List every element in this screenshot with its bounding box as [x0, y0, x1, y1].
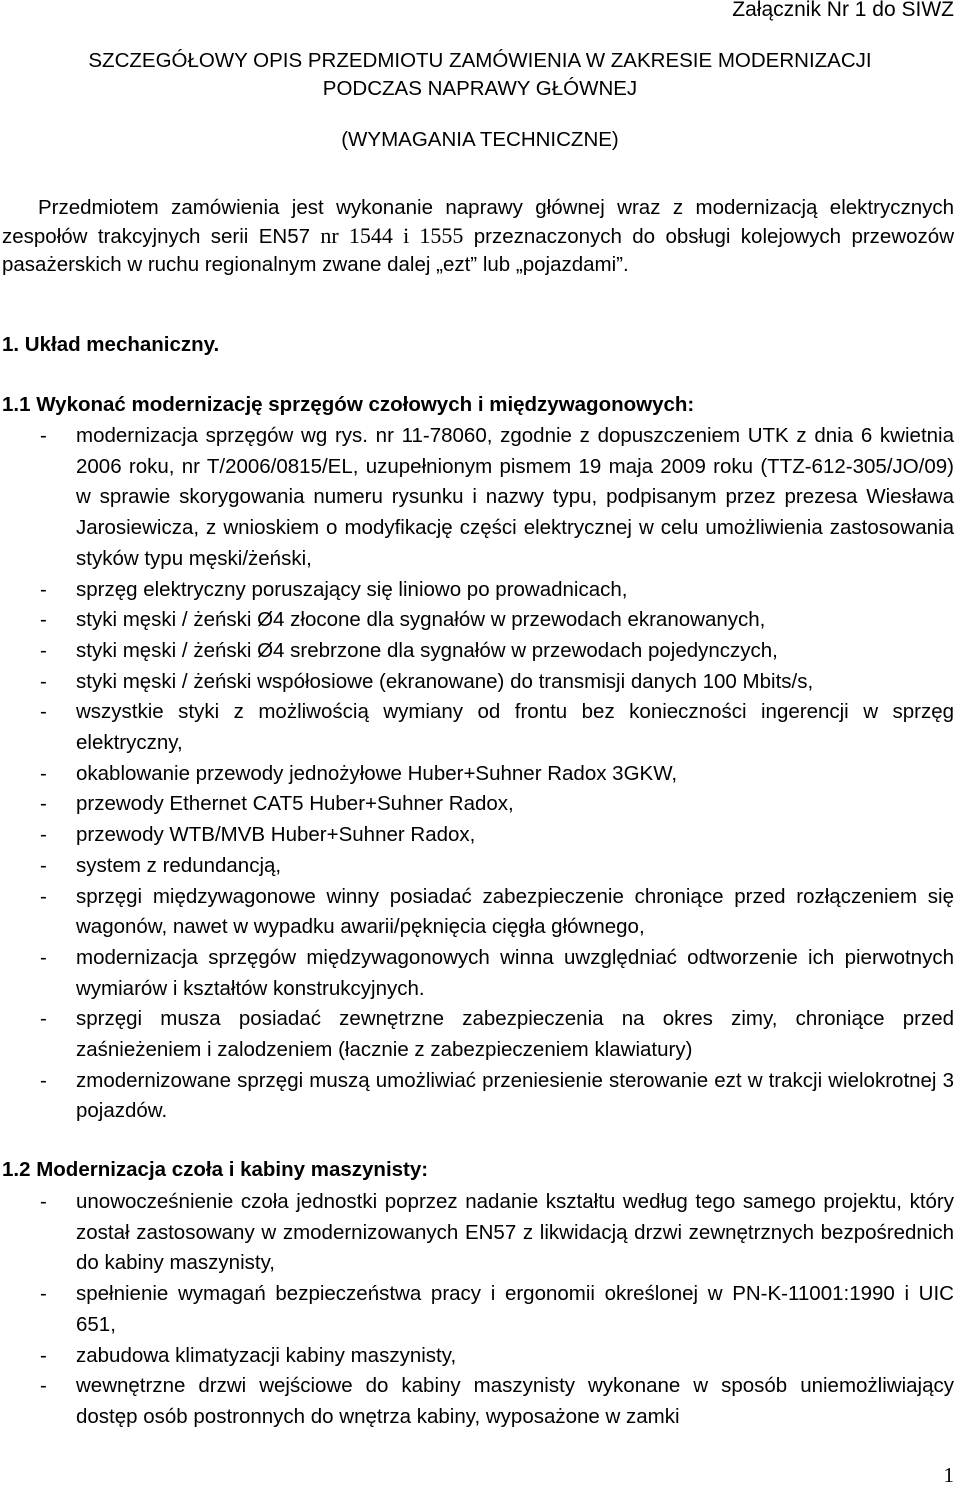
section-1-heading: 1. Układ mechaniczny. [2, 333, 220, 356]
list-dash: - [40, 823, 47, 847]
list-item: - unowocześnienie czoła jednostki poprzez nadanie kształtu według tego samego projektu, który został zastosowany w zmodernizowanych EN57 z likwidacją drzwi zewnętrznych bezpośrednich do kabiny maszynisty, [2, 1187, 954, 1279]
list-dash: - [40, 1343, 47, 1367]
list-dash: - [40, 1190, 47, 1213]
list-item: - styki męski / żeński Ø4 złocone dla sygnałów w przewodach ekranowanych, [2, 605, 954, 636]
section-1-2-list [2, 1187, 954, 1433]
list-dash: - [40, 700, 47, 724]
list-dash: - [40, 1068, 47, 1092]
list-item: - zmodernizowane sprzęgi muszą umożliwiać przeniesienie sterowanie ezt w trakcji wielokrotnej 3 pojazdów. [2, 1066, 954, 1127]
list-item: - styki męski / żeński Ø4 srebrzone dla sygnałów w przewodach pojedynczych, [2, 636, 954, 667]
section-1-1-heading: 1.1 Wykonać modernizację sprzęgów czołowych i międzywagonowych: [2, 393, 695, 416]
list-item: - modernizacja sprzęgów międzywagonowych winna uwzględniać odtworzenie ich pierwotnych wymiarów i kształtów konstrukcyjnych. [2, 943, 954, 1004]
list-dash: - [40, 669, 47, 693]
list-item: - modernizacja sprzęgów wg rys. nr 11-78060, zgodnie z dopuszczeniem UTK z dnia 6 kwietnia 2006 roku, nr T/2006/0815/EL, uzupełnionym pismem 19 maja 2009 roku (TTZ-612-305/JO/09) w sprawie skorygowania numeru rysunku i nazwy typu, podpisanym przez prezesa Wiesława Jarosiewicza, z wnioskiem o modyfikację części elektrycznej w celu umożliwienia zastosowania styków typu męski/żeński, [2, 421, 954, 575]
list-dash: - [40, 853, 47, 877]
list-item: - przewody Ethernet CAT5 Huber+Suhner Radox, [2, 789, 954, 820]
list-dash: - [40, 1282, 47, 1306]
list-dash: - [40, 1007, 47, 1031]
list-item: - styki męski / żeński współosiowe (ekranowane) do transmisji danych 100 Mbits/s, [2, 667, 954, 698]
list-item: - sprzęg elektryczny poruszający się liniowo po prowadnicach, [2, 575, 954, 606]
document-title-line-1: SZCZEGÓŁOWY OPIS PRZEDMIOTU ZAMÓWIENIA W ZAKRESIE MODERNIZACJI [88, 49, 872, 72]
list-item: - zabudowa klimatyzacji kabiny maszynisty, [2, 1341, 954, 1372]
list-dash: - [40, 638, 47, 662]
list-dash: - [40, 884, 47, 908]
list-dash: - [40, 424, 47, 447]
section-1-1-list [2, 421, 954, 1127]
list-item: - przewody WTB/MVB Huber+Suhner Radox, [2, 820, 954, 851]
list-dash: - [40, 792, 47, 816]
list-item: - sprzęgi musza posiadać zewnętrzne zabezpieczenia na okres zimy, chroniące przed zaśnieżeniem i zalodzeniem (łacznie z zabezpieczeniem klawiatury) [2, 1004, 954, 1065]
list-item: - wewnętrzne drzwi wejściowe do kabiny maszynisty wykonane w sposób uniemożliwiający dostęp osób postronnych do wnętrza kabiny, wyposażone w zamki [2, 1371, 954, 1432]
intro-text-part-1: Przedmiotem zamówienia jest wykonanie naprawy głównej wraz z modernizacją elektrycznych zespołów trakcyjnych serii EN57 [2, 196, 954, 248]
list-dash: - [40, 761, 47, 785]
list-item: - sprzęgi międzywagonowe winny posiadać zabezpieczenie chroniące przed rozłączeniem się wagonów, nawet w wypadku awarii/pęknięcia cięgła głównego, [2, 882, 954, 943]
list-item: - okablowanie przewody jednożyłowe Huber+Suhner Radox 3GKW, [2, 759, 954, 790]
list-item: - system z redundancją, [2, 851, 954, 882]
intro-unit-numbers: nr 1544 i 1555 [320, 223, 464, 248]
list-dash: - [40, 608, 47, 632]
attachment-label: Załącznik Nr 1 do SIWZ [732, 0, 954, 21]
intro-paragraph [2, 194, 954, 279]
intro-text-part-2: przeznaczonych do obsługi kolejowych przewozów pasażerskich w ruchu regionalnym zwane dalej „ezt” lub „pojazdami”. [2, 225, 954, 276]
list-dash: - [40, 1374, 47, 1398]
list-dash: - [40, 577, 47, 601]
list-item: - wszystkie styki z możliwością wymiany od frontu bez konieczności ingerencji w sprzęg elektryczny, [2, 697, 954, 758]
document-subtitle: (WYMAGANIA TECHNICZNE) [341, 128, 619, 151]
document-title-line-2: PODCZAS NAPRAWY GŁÓWNEJ [322, 77, 638, 100]
page-number: 1 [943, 1463, 954, 1487]
list-item: - spełnienie wymagań bezpieczeństwa pracy i ergonomii określonej w PN-K-11001:1990 i UIC 651, [2, 1279, 954, 1340]
section-1-2-heading: 1.2 Modernizacja czoła i kabiny maszynisty: [2, 1158, 429, 1181]
list-dash: - [40, 945, 47, 969]
